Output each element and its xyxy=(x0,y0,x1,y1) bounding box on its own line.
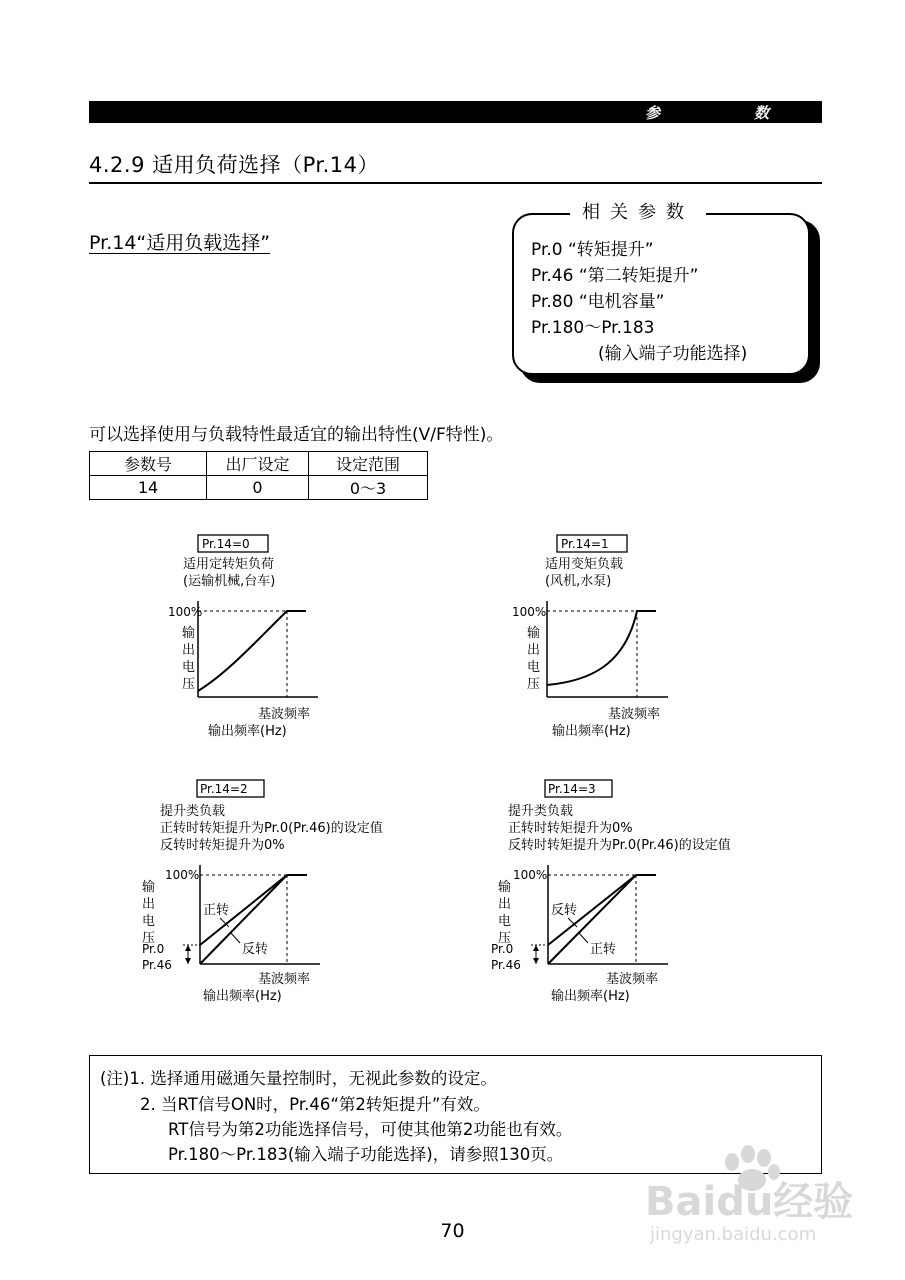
boost-label-pr0: Pr.0 xyxy=(491,942,514,956)
graph-desc-1: 提升类负载 xyxy=(508,804,574,819)
graph-y-label: 输出电压 xyxy=(142,880,156,946)
curve-label-lower: 正转 xyxy=(590,942,617,957)
graph-tag: Pr.14=2 xyxy=(200,782,248,796)
graph-desc-2: (运输机械,台车) xyxy=(183,574,276,589)
graph-desc-2: (风机,水泵) xyxy=(545,574,612,589)
note-line-3: RT信号为第2功能选择信号，可使其他第2功能也有效。 xyxy=(168,1120,573,1139)
graph-x-label: 输出频率(Hz) xyxy=(208,724,287,739)
graph-y-label: 输出电压 xyxy=(498,880,512,946)
graph-desc-1: 适用变矩负载 xyxy=(545,557,624,572)
param-title: Pr.14“适用负载选择” xyxy=(89,232,271,254)
graph-y-mark: 100% xyxy=(168,605,203,619)
curve-label-lower: 反转 xyxy=(242,942,269,957)
graph-pr14-2 xyxy=(130,775,460,1010)
graph-pr14-0 xyxy=(150,525,380,755)
related-line-4: Pr.180～Pr.183 xyxy=(531,318,655,338)
header-bar xyxy=(89,101,822,123)
table-header-row xyxy=(90,452,428,476)
table-cell: 0～3 xyxy=(309,476,428,500)
curve-label-upper: 正转 xyxy=(203,903,230,918)
graph-x-label: 输出频率(Hz) xyxy=(551,989,630,1004)
graph-y-label: 输出电压 xyxy=(182,626,196,692)
graph-x-label: 输出频率(Hz) xyxy=(203,989,282,1004)
boost-label-pr46: Pr.46 xyxy=(491,958,521,972)
related-line-1: Pr.0 “转矩提升” xyxy=(531,240,654,260)
graph-y-mark: 100% xyxy=(513,868,548,882)
boost-arrow-up xyxy=(185,945,191,951)
graph-tag: Pr.14=1 xyxy=(561,537,609,551)
note-line-2: 2. 当RT信号ON时，Pr.46“第2转矩提升”有效。 xyxy=(140,1095,490,1114)
boost-arrow-down xyxy=(185,958,191,964)
graph-pr14-1 xyxy=(500,525,730,755)
curve-leader-lower xyxy=(579,933,588,943)
related-line-2: Pr.46 “第二转矩提升” xyxy=(531,266,699,286)
table-header-cell: 出厂设定 xyxy=(207,452,309,476)
related-line-5: (输入端子功能选择) xyxy=(598,344,748,364)
related-params-title: 相关参数 xyxy=(570,198,706,224)
graph-desc-1: 提升类负载 xyxy=(160,804,226,819)
graph-y-label: 输出电压 xyxy=(527,626,541,692)
graph-desc-1: 适用定转矩负荷 xyxy=(183,557,275,572)
graph-y-mark: 100% xyxy=(512,605,547,619)
table-cell: 14 xyxy=(90,476,207,500)
graph-tag: Pr.14=3 xyxy=(548,782,596,796)
note-line-1: (注)1. 选择通用磁通矢量控制时，无视此参数的设定。 xyxy=(100,1069,497,1088)
note-line-4: Pr.180～Pr.183(输入端子功能选择)，请参照130页。 xyxy=(168,1145,564,1164)
related-line-3: Pr.80 “电机容量” xyxy=(531,292,665,312)
graph-desc-3: 反转时转矩提升为0% xyxy=(160,838,285,853)
table-cell: 0 xyxy=(207,476,309,500)
graph-tag: Pr.14=0 xyxy=(202,537,250,551)
graph-curve xyxy=(547,611,656,685)
curve-leader-lower xyxy=(231,933,240,943)
graph-y-mark: 100% xyxy=(165,868,200,882)
spec-table xyxy=(89,451,428,500)
graph-desc-3: 反转时转矩提升为Pr.0(Pr.46)的设定值 xyxy=(508,838,731,853)
graph-pr14-3 xyxy=(478,775,808,1010)
graph-x-mark: 基波频率 xyxy=(258,972,311,987)
baidu-watermark xyxy=(640,1140,880,1250)
page-number: 70 xyxy=(440,1220,465,1242)
section-title: 4.2.9 适用负荷选择（Pr.14） xyxy=(89,153,380,177)
table-header-cell: 设定范围 xyxy=(309,452,428,476)
header-label-2: 数 xyxy=(754,104,770,122)
graph-desc-2: 正转时转矩提升为0% xyxy=(508,821,633,836)
boost-label-pr0: Pr.0 xyxy=(142,942,165,956)
boost-arrow-down xyxy=(533,958,539,964)
graph-x-mark: 基波频率 xyxy=(258,707,311,722)
header-label-1: 参 xyxy=(645,104,661,122)
boost-label-pr46: Pr.46 xyxy=(142,958,172,972)
boost-arrow-up xyxy=(533,945,539,951)
graph-x-mark: 基波频率 xyxy=(606,972,659,987)
graph-curve xyxy=(198,611,306,691)
watermark-brand: Baidu经验 xyxy=(645,1179,854,1225)
table-header-cell: 参数号 xyxy=(90,452,207,476)
graph-x-label: 输出频率(Hz) xyxy=(552,724,631,739)
table-row xyxy=(90,476,428,500)
graph-x-mark: 基波频率 xyxy=(608,707,661,722)
section-rule xyxy=(89,182,822,184)
curve-label-upper: 反转 xyxy=(551,903,578,918)
graph-desc-2: 正转时转矩提升为Pr.0(Pr.46)的设定值 xyxy=(160,821,383,836)
intro-text: 可以选择使用与负载特性最适宜的输出特性(V/F特性)。 xyxy=(89,425,504,445)
watermark-url: jingyan.baidu.com xyxy=(650,1224,817,1245)
